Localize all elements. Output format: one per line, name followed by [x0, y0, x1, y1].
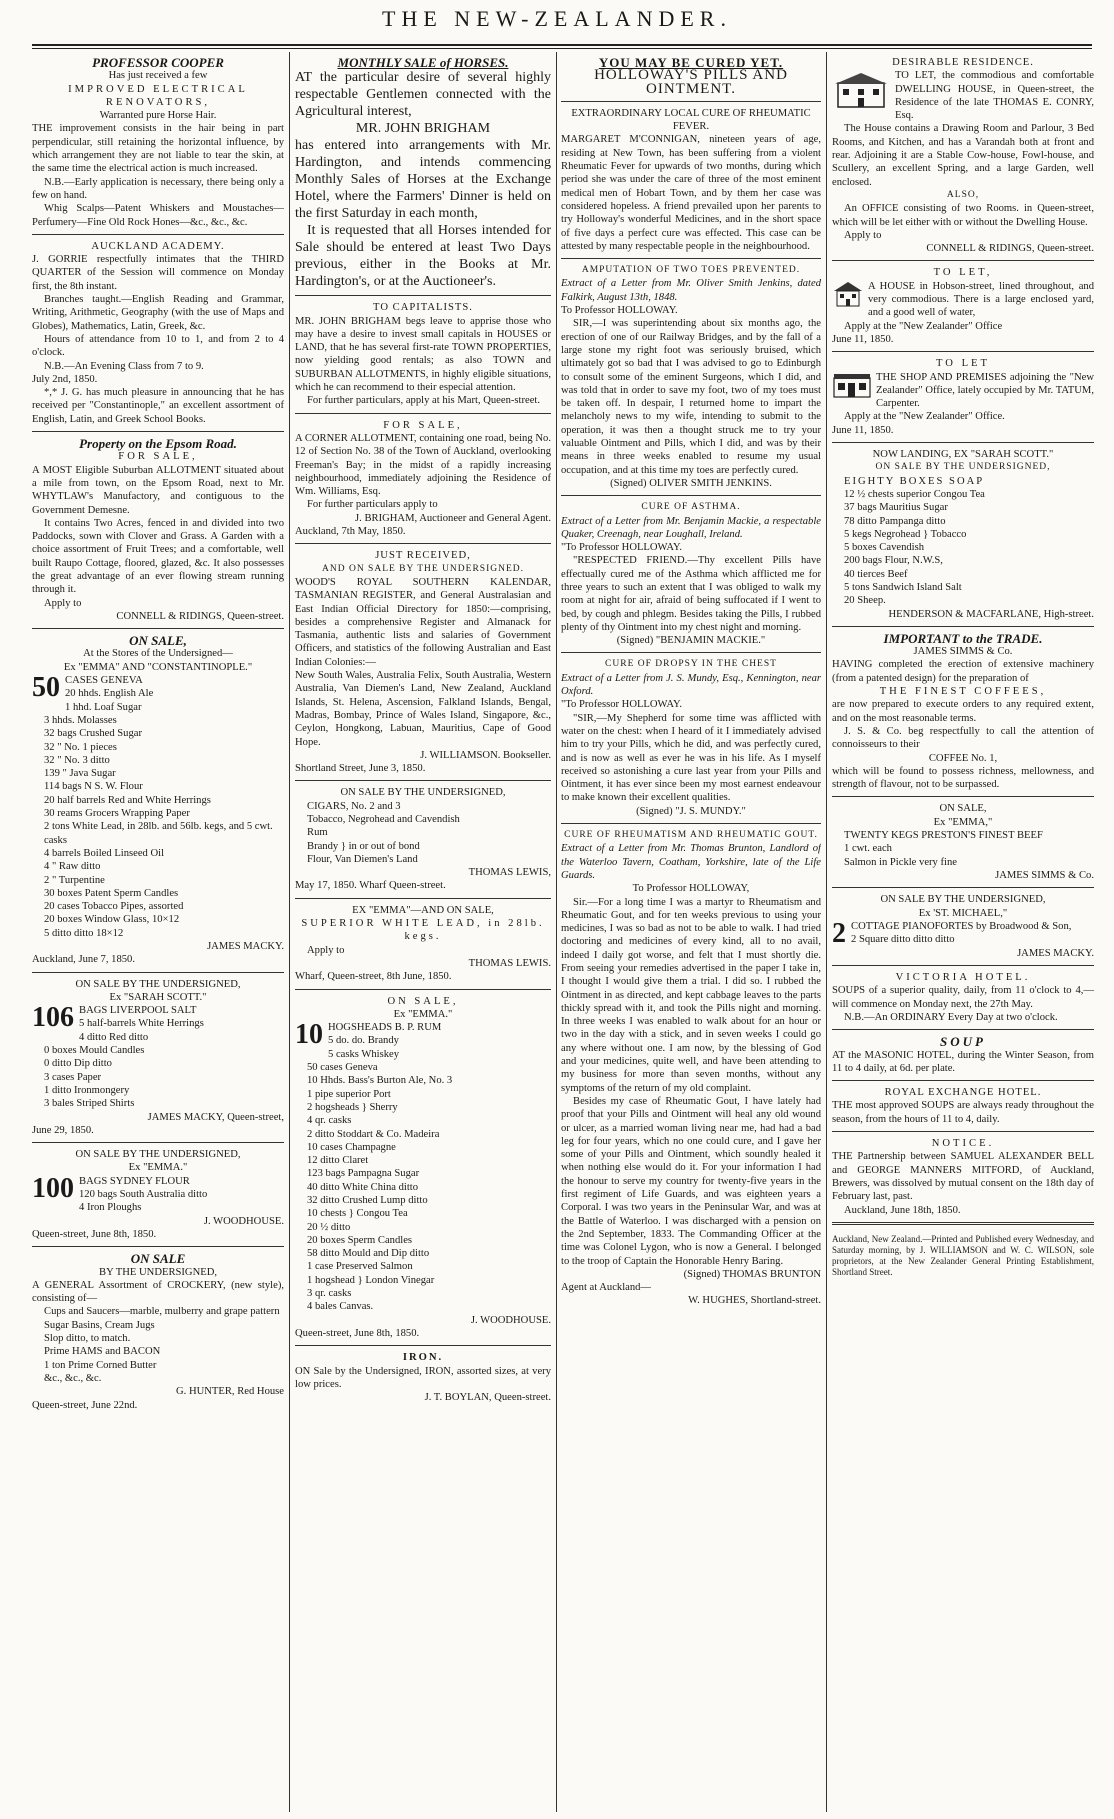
- divider: [32, 234, 284, 235]
- divider: [32, 1246, 284, 1247]
- ad-title: ON SALE BY THE UNDERSIGNED,: [75, 1149, 241, 1161]
- ad-text: Extract of a Letter from Mr. Thomas Brunton, Landlord of the Waterloo Tavern, Coatham, Yorkshire, late of the Life Guards.: [561, 843, 821, 881]
- ad-title: TO CAPITALISTS.: [373, 302, 473, 314]
- ad-title: ON SALE,: [387, 995, 459, 1007]
- ad-title: TO LET,: [933, 267, 993, 279]
- divider: [32, 431, 284, 432]
- ad-text: Extract of a Letter from J. S. Mundy, Esq., Kennington, near Oxford.: [561, 672, 821, 698]
- ad-date: Wharf, Queen-street, 8th June, 1850.: [295, 971, 452, 983]
- ad-signature: W. HUGHES, Shortland-street.: [688, 1295, 821, 1307]
- ad-date: Auckland, June 18th, 1850.: [844, 1204, 961, 1216]
- ad-subtitle: Ex "SARAH SCOTT.": [109, 991, 207, 1003]
- ad-signature: J. WOODHOUSE.: [203, 1215, 284, 1227]
- list-item: 32 " No. 3 ditto: [44, 754, 110, 766]
- ad-subtitle: AND ON SALE BY THE UNDERSIGNED.: [322, 563, 524, 574]
- ad-date: May 17, 1850. Wharf Queen-street.: [295, 880, 446, 892]
- list-item: 5 kegs Negrohead } Tobacco: [844, 528, 967, 540]
- divider: [295, 1345, 551, 1346]
- list-item: COTTAGE PIANOFORTES by Broadwood & Son,: [851, 920, 1072, 932]
- ad-white-lead: [295, 904, 551, 984]
- ad-title: Property on the Epsom Road.: [79, 436, 237, 452]
- list-item: 3 hhds. Molasses: [44, 714, 117, 726]
- ad-text: It is requested that all Horses intended for Sale should be entered at least Two Days previous, either in the Books at Mr. Hardington's, or at the Auctioneer's.: [295, 223, 551, 290]
- divider: [832, 887, 1094, 888]
- list-item: 20 Sheep.: [844, 595, 886, 607]
- ad-liverpool-salt: [32, 978, 284, 1138]
- ad-date: Shortland Street, June 3, 1850.: [295, 763, 426, 775]
- ad-lead-number: 106: [32, 1002, 74, 1034]
- ad-text: N.B.—Early application is necessary, there being only a few on hand.: [32, 176, 284, 201]
- column-3: [561, 56, 821, 1812]
- ad-title: DESIRABLE RESIDENCE.: [892, 57, 1034, 68]
- list-item: 123 bags Pampagna Sugar: [307, 1168, 420, 1180]
- ad-subtitle: ON SALE BY THE UNDERSIGNED,: [875, 462, 1051, 473]
- ad-title: AUCKLAND ACADEMY.: [91, 240, 225, 252]
- ad-now-landing: [832, 448, 1094, 621]
- ad-soup: [832, 1035, 1094, 1075]
- list-item: 5 tons Sandwich Island Salt: [844, 581, 962, 593]
- masthead-title: THE NEW-ZEALANDER.: [382, 6, 732, 31]
- masthead-rule: [32, 44, 1092, 49]
- ad-epsom-road: [32, 437, 284, 623]
- item-list: [32, 674, 284, 940]
- list-item: 20 half barrels Red and White Herrings: [44, 794, 211, 806]
- list-item: 2 hogsheads } Sherry: [307, 1101, 398, 1113]
- divider: [295, 989, 551, 990]
- ad-text: HAVING completed the erection of extensive machinery (from a patented design) for the preparation of: [832, 659, 1094, 684]
- ad-date: Queen-street, June 8th, 1850.: [32, 1228, 157, 1240]
- list-item: 12 ½ chests superior Congou Tea: [844, 488, 985, 500]
- ad-text: Sir.—For a long time I was a martyr to Rheumatism and Rheumatic Gout, and for ten weeks previous to using your medicines, I was so bad as not to be able to walk. I had tried doctoring and medicines of every kind, all to no avail, indeed I daily got worse, and felt that I must shortly die. From seeing your remedies advertised in the paper I take in, I thought I would give them a trial. I did so. I rubbed the Ointment in as directed, and kept cabbage leaves to the parts thickly spread with it, and took the Pills night and morning. In three weeks I was enabled to walk about for an hour or two in the day with a stick, and in seven weeks I could go any where without one. I am now, by the blessing of God and your medicines, quite well, and have been attending to my business for more than seven months, without any symptoms of the return of my old complaint.: [561, 896, 821, 1094]
- ad-text: Besides my case of Rheumatic Gout, I have lately had proof that your Pills and Ointment will heal any old wound or ulcer, as a married woman living near me, had had a bad leg for four years, which no one could cure, and I gave her some of your Pills and Ointment, which soundly healed it when nothing else would do it. For your information I had the honour to serve my country for twenty-five years in the first regiment of Life Guards, and was eighteen years a Corporal. I was two years in the Peninsular War, and was at the Battle of Waterloo. I was discharged with a pension on the 2nd September, 1833. The Commanding Officer at the time was Colonel Lygon, who is now a General. I belonged to the troop of Captain the Honorable Henry Baring.: [561, 1095, 821, 1267]
- ad-prestons-beef: [832, 802, 1094, 882]
- ad-subtitle: Ex "EMMA" AND "CONSTANTINOPLE.": [63, 661, 253, 673]
- ad-text: AT the MASONIC HOTEL, during the Winter Season, from 11 to 4 daily, at 6d. per plate.: [832, 1049, 1094, 1074]
- ad-text: A GENERAL Assortment of CROCKERY, (new style), consisting of—: [32, 1279, 284, 1305]
- ad-title: ON SALE BY THE UNDERSIGNED,: [880, 894, 1046, 906]
- ad-lead-number: 50: [32, 672, 60, 704]
- list-item: 1 pipe superior Port: [307, 1088, 391, 1100]
- ad-holloway: [561, 56, 821, 1308]
- ad-desirable-residence: [832, 56, 1094, 255]
- ad-text: A CORNER ALLOTMENT, containing one road, being No. 12 of Section No. 38 of the Town of Auckland, overlooking Freeman's Bay; in the midst of a rapidly increasing neighbourhood, immediately adjoining the Residence of Wm. Williams, Esq.: [295, 432, 551, 498]
- list-item: 3 qr. casks: [307, 1288, 352, 1300]
- divider: [561, 101, 821, 102]
- ad-signature: J. WILLIAMSON. Bookseller.: [420, 749, 551, 761]
- list-item: 20 boxes Window Glass, 10×12: [44, 914, 180, 926]
- ad-text: AT the particular desire of several highly respectable Gentlemen connected with the Agricultural interest,: [295, 70, 551, 120]
- ad-professor-cooper: [32, 56, 284, 229]
- list-item: Prime HAMS and BACON: [44, 1346, 161, 1358]
- divider: [832, 1080, 1094, 1081]
- divider: [295, 295, 551, 296]
- ad-signature: THOMAS LEWIS,: [468, 867, 551, 879]
- ad-subtitle: BY THE UNDERSIGNED,: [99, 1266, 217, 1278]
- column-rule: [556, 52, 557, 1812]
- list-item: 3 cases Paper: [44, 1071, 102, 1083]
- list-item: Flour, Van Diemen's Land: [307, 853, 418, 865]
- ad-text: A HOUSE in Hobson-street, lined throughout, and very commodious. There is a large enclosed yard, and a good well of water,: [868, 280, 1094, 319]
- section-heading: EXTRAORDINARY LOCAL CURE OF RHEUMATIC FEVER.: [571, 107, 811, 133]
- ad-signature: J. T. BOYLAN, Queen-street.: [424, 1392, 551, 1404]
- ad-title: VICTORIA HOTEL.: [895, 972, 1031, 984]
- section-heading: CURE OF ASTHMA.: [641, 502, 741, 513]
- ad-crockery: [32, 1252, 284, 1412]
- list-item: Brandy } in or out of bond: [307, 840, 420, 852]
- ad-text: Whig Scalps—Patent Whiskers and Moustaches—Perfumery—Fine Old Rock Hones—&c., &c., &c.: [32, 203, 284, 228]
- divider: [32, 972, 284, 973]
- list-item: 1 hogshead } London Vinegar: [307, 1274, 435, 1286]
- ad-signature: JAMES MACKY.: [1017, 947, 1094, 959]
- list-item: 10 chests } Congou Tea: [307, 1208, 408, 1220]
- ad-text: Extract of a Letter from Mr. Benjamin Mackie, a respectable Quaker, Creenagh, near Loughall, Ireland.: [561, 515, 821, 540]
- list-item: Rum: [307, 827, 328, 839]
- ad-title: HOLLOWAY'S PILLS AND OINTMENT.: [594, 67, 788, 97]
- list-item: 0 boxes Mould Candles: [44, 1045, 145, 1057]
- ad-text: For further particulars apply to: [307, 499, 438, 511]
- ad-lead-number: 10: [295, 1019, 323, 1051]
- ad-signature: JAMES SIMMS & Co.: [995, 869, 1094, 881]
- ad-text: SIR,—I was superintending about six months ago, the erection of one of our Railway Bridges, and by the fall of a large stone my right foot was seriously bruised, which ultimately got so bad that I was advised to go to Edinburgh to consult some of the eminent Surgeons, which I did, and was told that in order to save my foot, two of my toes must be taken off. In despair, I returned home to impart the melancholy news to my wife, intending to submit to the operation, it was then a thought struck me to try your valuable Ointment and Pills, which I did, and was by their means in three weeks enabled to resume my usual occupation, and at this time my toes are perfectly cured.: [561, 318, 821, 476]
- divider: [561, 823, 821, 824]
- list-item: 30 reams Grocers Wrapping Paper: [44, 808, 190, 820]
- ad-text: The House contains a Drawing Room and Parlour, 3 Bed Rooms, and Kitchen, and has a Varandah both at front and rear. Adjoining it are a Stable Cow-house, Fowl-house, and Scullery, an excellent Spring, and a large Garden, well enclosed.: [832, 123, 1094, 188]
- ad-subtitle: JAMES SIMMS & Co.: [913, 646, 1013, 658]
- ad-title: TO LET: [936, 358, 990, 370]
- list-item: 30 boxes Patent Sperm Candles: [44, 887, 179, 899]
- ad-title: ON SALE: [130, 1251, 186, 1267]
- divider: [295, 780, 551, 781]
- list-item: EIGHTY BOXES SOAP: [844, 475, 985, 487]
- ad-text: has entered into arrangements with Mr. Hardington, and intends commencing Monthly Sales of Horses at the Exchange Hotel, where the Farmers' Dinner is held on the first Saturday in each month,: [295, 138, 551, 222]
- ad-text: IMPROVED ELECTRICAL RENOVATORS,: [68, 83, 248, 108]
- divider: [561, 652, 821, 653]
- ad-subtitle: At the Stores of the Undersigned—: [83, 648, 233, 660]
- divider: [832, 351, 1094, 352]
- divider: [32, 628, 284, 629]
- list-item: 120 bags South Australia ditto: [79, 1189, 208, 1201]
- ad-text: are now prepared to execute orders to any required extent, and on the most reasonable terms.: [832, 699, 1094, 724]
- column-rule: [289, 52, 290, 1812]
- divider: [832, 1029, 1094, 1030]
- ad-text: J. GORRIE respectfully intimates that the THIRD QUARTER of the Session will commence on Monday first, the 8th instant.: [32, 254, 284, 292]
- list-item: BAGS LIVERPOOL SALT: [79, 1005, 197, 1017]
- section-heading: CURE OF RHEUMATISM AND RHEUMATIC GOUT.: [564, 830, 818, 841]
- ad-subtitle: Ex 'ST. MICHAEL,": [918, 907, 1008, 919]
- ad-title: ON SALE,: [129, 633, 187, 649]
- ad-royal-exchange: [832, 1086, 1094, 1126]
- ad-title: ON SALE,: [939, 803, 987, 815]
- divider: [832, 260, 1094, 261]
- ad-signature: THOMAS LEWIS.: [468, 957, 551, 969]
- ad-iron: [295, 1351, 551, 1404]
- list-item: BAGS SYDNEY FLOUR: [79, 1175, 190, 1187]
- divider: [832, 796, 1094, 797]
- list-item: 32 ditto Crushed Lump ditto: [307, 1195, 428, 1206]
- list-item: Slop ditto, to match.: [44, 1333, 131, 1345]
- ad-text: ON Sale by the Undersigned, IRON, assorted sizes, at very low prices.: [295, 1365, 551, 1390]
- list-item: 1 hhd. Loaf Sugar: [65, 701, 142, 713]
- ad-date: Auckland, 7th May, 1850.: [295, 526, 406, 538]
- ad-name: MR. JOHN BRIGHAM: [355, 121, 491, 137]
- divider: [561, 495, 821, 496]
- ad-title: ON SALE BY THE UNDERSIGNED,: [340, 787, 506, 799]
- ad-text: TO LET, the commodious and comfortable DWELLING HOUSE, in Queen-street, the Residence of the late THOMAS E. CONRY, Esq.: [895, 70, 1094, 122]
- ad-signature: JAMES MACKY, Queen-street,: [147, 1111, 284, 1123]
- house-icon: [832, 281, 864, 307]
- list-item: CASES GENEVA: [65, 675, 143, 687]
- ad-on-sale-macky: [32, 634, 284, 966]
- ad-cigars: [295, 786, 551, 892]
- ad-text: THE FINEST COFFEES,: [879, 686, 1047, 698]
- list-item: 1 ditto Ironmongery: [44, 1084, 130, 1096]
- ad-woods-kalendar: [295, 549, 551, 775]
- ad-title: IRON.: [402, 1352, 444, 1364]
- shop-icon: [832, 372, 872, 398]
- ad-date: June 11, 1850.: [832, 424, 894, 436]
- ad-text: SOUPS of a superior quality, daily, from 11 o'clock to 4,—will commence on Monday next, the 27th May.: [832, 985, 1094, 1010]
- list-item: 2 ditto Stoddart & Co. Madeira: [307, 1128, 440, 1140]
- ad-text: THE SHOP AND PREMISES adjoining the "New Zealander" Office, lately occupied by Mr. TATUM, Carpenter.: [876, 371, 1094, 410]
- list-item: 5 half-barrels White Herrings: [79, 1018, 204, 1030]
- ad-text: For further particulars, apply at his Mart, Queen-street.: [307, 395, 540, 407]
- column-2: [295, 56, 551, 1812]
- list-item: 2 tons White Lead, in 28lb. and 56lb. kegs, and 5 cwt. casks: [44, 821, 273, 846]
- list-item: 200 bags Flour, N.W.S,: [844, 555, 943, 567]
- list-item: 10 Hhds. Bass's Burton Ale, No. 3: [307, 1075, 453, 1087]
- list-item: 3 bales Striped Shirts: [44, 1098, 135, 1110]
- ad-signature: CONNELL & RIDINGS, Queen-street.: [926, 243, 1094, 255]
- ad-to-let-hobson: [832, 266, 1094, 346]
- ad-subtitle: Ex "EMMA.": [393, 1008, 453, 1020]
- list-item: 2 " Turpentine: [44, 874, 105, 886]
- ad-title: NOW LANDING, EX "SARAH SCOTT.": [872, 449, 1054, 461]
- ad-important-trade: [832, 632, 1094, 792]
- ad-text: COFFEE No. 1,: [928, 752, 998, 764]
- list-item: 4 qr. casks: [307, 1115, 352, 1127]
- ad-text: "To Professor HOLLOWAY.: [561, 542, 682, 554]
- list-item: 20 boxes Sperm Candles: [307, 1234, 413, 1246]
- ad-text: Apply at the "New Zealander" Office: [844, 320, 1003, 332]
- ad-date: June 29, 1850.: [32, 1124, 94, 1136]
- ad-text: WOOD'S ROYAL SOUTHERN KALENDAR, TASMANIAN REGISTER, and General Australasian and East Indian Official Directory for 1850:—comprising, besides a comprehensive Register and Almanack for Tasmania, authentic lists and salaries of Government Officers, and statistics of the following Australian and East Indian Colonies:—: [295, 576, 551, 668]
- divider: [561, 258, 821, 259]
- list-item: 5 casks Whiskey: [328, 1048, 400, 1060]
- ad-signature: HENDERSON & MACFARLANE, High-street.: [888, 608, 1094, 620]
- divider: [832, 442, 1094, 443]
- ad-text: THE most approved SOUPS are always ready throughout the season, from the hours of 11 to 4, daily.: [832, 1100, 1094, 1125]
- ad-date: July 2nd, 1850.: [32, 373, 98, 385]
- list-item: Sugar Basins, Cream Jugs: [44, 1319, 155, 1331]
- list-item: 40 tierces Beef: [844, 568, 908, 580]
- ad-text: MARGARET M'CONNIGAN, nineteen years of age, residing at New Town, has been suffering from a violent Rheumatic Fever for upwards of two months, during which period she was under the care of three of the most eminent medical men of Hobart Town, and by them her case was considered hopeless. A friend prevailed upon her parents to try Holloway's wonderful Medicines, and in the short space of five days a perfect cure was effected. This case can be attested by many respectable people in the neighbourhood.: [561, 134, 821, 252]
- ad-text: New South Wales, Australia Felix, South Australia, Western Australia, Van Diemen's Land, New Zealand, Auckland Islands, St. Helena, Ascension, Falkland Islands, Bengal, Madras, Bombay, Prince of Wales Island, Singapore, &c., Ceylon, Hongkong, Labuan, Mauritius, Cape of Good Hope.: [295, 670, 551, 748]
- list-item: 0 ditto Dip ditto: [44, 1058, 112, 1070]
- ad-text: N.B.—An ORDINARY Every Day at two o'clock.: [844, 1012, 1058, 1023]
- list-item: Tobacco, Negrohead and Cavendish: [307, 813, 460, 825]
- ad-text: Hours of attendance from 10 to 1, and from 2 to 4 o'clock.: [32, 333, 284, 359]
- ad-text: J. S. & Co. beg respectfully to call the attention of connoisseurs to their: [832, 725, 1094, 751]
- list-item: 12 ditto Claret: [307, 1155, 369, 1167]
- ad-to-let-shop: [832, 357, 1094, 437]
- ad-text: which will be found to possess richness, mellowness, and strength of flavour, not to be surpassed.: [832, 765, 1094, 791]
- section-heading: CURE OF DROPSY IN THE CHEST: [605, 659, 777, 670]
- ad-date: Auckland, June 7, 1850.: [32, 954, 135, 966]
- ad-capitalists: [295, 301, 551, 407]
- ad-subtitle: Ex "EMMA,": [933, 816, 993, 828]
- list-item: 1 case Preserved Salmon: [307, 1261, 413, 1273]
- ad-lead-number: 100: [32, 1172, 74, 1204]
- ad-date: Queen-street, June 8th, 1850.: [295, 1327, 420, 1339]
- ad-text: An OFFICE consisting of two Rooms. in Queen-street, which will be let either with or without the Dwelling House.: [832, 203, 1094, 228]
- ad-text: Branches taught.—English Reading and Grammar, Writing, Arithmetic, Geography (with the use of Maps and Globes), Mathematics, Latin, Greek, &c.: [32, 294, 284, 332]
- ad-title: JUST RECEIVED,: [375, 550, 471, 562]
- ad-title: ON SALE BY THE UNDERSIGNED,: [75, 978, 241, 990]
- list-item: Cups and Saucers—marble, mulberry and grape pattern: [44, 1306, 280, 1318]
- list-item: &c., &c., &c.: [44, 1372, 102, 1384]
- ad-subtitle: FOR SALE,: [118, 451, 198, 463]
- column-1: [32, 56, 284, 1812]
- ad-title: EX "EMMA"—AND ON SALE,: [352, 904, 494, 916]
- ad-notice: [832, 1137, 1094, 1217]
- divider: [832, 1222, 1094, 1225]
- ad-title: SOUP: [940, 1034, 986, 1050]
- list-item: 37 bags Mauritius Sugar: [844, 502, 948, 514]
- list-item: 20 ½ ditto: [307, 1221, 351, 1233]
- divider: [295, 898, 551, 899]
- list-item: 20 cases Tobacco Pipes, assorted: [44, 901, 184, 913]
- ad-subtitle: ALSO,: [946, 189, 980, 200]
- ad-title: IMPORTANT to the TRADE.: [883, 630, 1043, 646]
- ad-signature: (Signed) THOMAS BRUNTON: [683, 1268, 821, 1280]
- ad-text: A MOST Eligible Suburban ALLOTMENT situated about a mile from town, on the Epsom Road, next to Mr. WHYTLAW's Manufactory, and contiguous to the Government Demesne.: [32, 464, 284, 516]
- ad-text: Apply at the "New Zealander" Office.: [844, 411, 1005, 423]
- ad-text: MR. JOHN BRIGHAM begs leave to apprise those who may have a desire to invest small capitals in HOUSES or LAND, that he has several first-rate TOWN PROPERTIES, now yielding good rentals; as also TOWN and SUBURBAN ALLOTMENTS, in highly eligible situations, which he can recommend to their especial attention.: [295, 315, 551, 394]
- list-item: 2 Square ditto ditto ditto: [851, 934, 955, 946]
- house-icon: [832, 71, 890, 109]
- ad-text: To Professor HOLLOWAY,: [632, 883, 750, 895]
- list-item: 40 ditto White China ditto: [307, 1181, 419, 1193]
- list-item: 114 bags N S. W. Flour: [44, 781, 143, 793]
- list-item: TWENTY KEGS PRESTON'S FINEST BEEF: [844, 830, 1043, 842]
- ad-signature: (Signed) OLIVER SMITH JENKINS.: [610, 477, 772, 489]
- list-item: 4 Iron Ploughs: [79, 1202, 142, 1214]
- list-item: HOGSHEADS B. P. RUM: [328, 1022, 442, 1034]
- divider: [32, 1142, 284, 1143]
- list-item: 1 ton Prime Corned Butter: [44, 1359, 157, 1371]
- ad-text: Apply to: [844, 229, 882, 241]
- section-heading: AMPUTATION OF TWO TOES PREVENTED.: [581, 265, 801, 276]
- printer-imprint: Auckland, New Zealand.—Printed and Published every Wednesday, and Saturday morning, by J. WILLIAMSON and W. C. WILSON, sole proprietors, at the New Zealander General Printing Establishment, Shortland Street.: [832, 1233, 1094, 1277]
- ad-text: SUPERIOR WHITE LEAD, in 28lb. kegs.: [301, 918, 545, 943]
- ad-title: MONTHLY SALE of HORSES.: [337, 56, 509, 70]
- list-item: 50 cases Geneva: [307, 1062, 378, 1074]
- ad-title: NOTICE.: [931, 1138, 995, 1150]
- ad-text: "RESPECTED FRIEND.—Thy excellent Pills have effectually cured me of the Asthma which afflicted me for three years to such an extent that I was obliged to walk my room at night for air, afraid of being suffocated if I went to bed, by cough and phlegm. Besides taking the Pills, I rubbed plenty of thy Ointment into my chest night and morning.: [561, 555, 821, 633]
- list-item: 139 " Java Sugar: [44, 768, 116, 780]
- ad-text: Warranted pure Horse Hair.: [99, 110, 217, 122]
- ad-text: To Professor HOLLOWAY.: [561, 305, 678, 317]
- ad-signature: J. WOODHOUSE.: [470, 1314, 551, 1326]
- ad-signature: CONNELL & RIDINGS, Queen-street.: [116, 610, 284, 622]
- ad-victoria-hotel: [832, 971, 1094, 1024]
- ad-date: June 11, 1850.: [832, 333, 894, 345]
- ad-pianofortes: [832, 893, 1094, 960]
- ad-title: ROYAL EXCHANGE HOTEL.: [884, 1087, 1042, 1099]
- ad-text: Has just received a few: [108, 70, 208, 82]
- ad-signature: (Signed) "J. S. MUNDY.": [636, 805, 746, 817]
- ad-text: "SIR,—My Shepherd for some time was afflicted with water on the chest: when I heard of it I immediately advised him to try your Pills, which he did, and was perfectly cured, and is now as well as ever he was in his life. As I myself received so astonishing a cure last year from your Pills and Ointment, it has ever since been my most earnest endeavour to make known their excellent qualities.: [561, 712, 821, 804]
- list-item: 5 boxes Cavendish: [844, 542, 925, 554]
- list-item: CIGARS, No. 2 and 3: [307, 800, 401, 812]
- list-item: 58 ditto Mould and Dip ditto: [307, 1248, 430, 1260]
- ad-text: Agent at Auckland—: [561, 1282, 652, 1294]
- ad-text: THE improvement consists in the hair being in part perpendicular, still retaining the horizontal influence, by which arrangement they are not liable to tear the skin, at the same time the electrical action is much increased.: [32, 123, 284, 175]
- ad-title: FOR SALE,: [383, 419, 463, 431]
- list-item: 78 ditto Pampanga ditto: [844, 515, 946, 527]
- list-item: 32 " No. 1 pieces: [44, 741, 117, 753]
- ad-text: Apply to: [44, 597, 82, 609]
- divider: [832, 965, 1094, 966]
- ad-text: Apply to: [307, 944, 345, 956]
- ad-text: N.B.—An Evening Class from 7 to 9.: [44, 360, 204, 372]
- column-rule: [826, 52, 827, 1812]
- list-item: 5 ditto ditto 18×12: [44, 927, 124, 939]
- ad-lead-number: 2: [832, 917, 846, 949]
- list-item: 4 " Raw ditto: [44, 861, 101, 873]
- divider: [832, 626, 1094, 627]
- ad-signature: G. HUNTER, Red House: [176, 1386, 284, 1398]
- ad-rum: [295, 995, 551, 1341]
- ad-corner-allotment: [295, 419, 551, 539]
- ad-signature: JAMES MACKY.: [207, 941, 284, 952]
- ad-text: THE Partnership between SAMUEL ALEXANDER BELL and GEORGE MANNERS MITFORD, of Auckland, Brewers, was dissolved by mutual consent on the 18th day of February last, past.: [832, 1151, 1094, 1203]
- ad-monthly-horses: [295, 56, 551, 290]
- divider: [832, 1131, 1094, 1132]
- ad-subtitle: Ex "EMMA.": [128, 1162, 188, 1174]
- ad-signature: (Signed) "BENJAMIN MACKIE.": [616, 635, 766, 647]
- ad-title: PROFESSOR COOPER: [92, 56, 224, 70]
- ad-date: Queen-street, June 22nd.: [32, 1399, 138, 1411]
- list-item: 4 ditto Red ditto: [79, 1031, 149, 1043]
- divider: [295, 543, 551, 544]
- list-item: 4 bales Canvas.: [307, 1301, 374, 1313]
- list-item: 32 bags Crushed Sugar: [44, 728, 142, 740]
- ad-auckland-academy: [32, 240, 284, 426]
- list-item: 10 cases Champagne: [307, 1141, 396, 1153]
- list-item: 20 hhds. English Ale: [65, 688, 154, 700]
- ad-text: It contains Two Acres, fenced in and divided into two Paddocks, sown with Clover and Grass. A Garden with a choice assortment of Fruit Trees; and a comfortable, well built Raupo Cottage, floored, glazed, &c. It also possesses the great advantage of an ever flowing stream running through it.: [32, 517, 284, 596]
- ad-title: YOU MAY BE CURED YET.: [598, 56, 784, 70]
- list-item: Salmon in Pickle very fine: [844, 856, 957, 868]
- list-item: 5 do. do. Brandy: [328, 1035, 399, 1047]
- ad-text: *,* J. G. has much pleasure in announcing that he has received per "Constantinople," an excellent assortment of English, Latin, and Greek School Books.: [32, 387, 284, 425]
- list-item: 4 barrels Boiled Linseed Oil: [44, 847, 165, 859]
- list-item: 1 cwt. each: [844, 843, 892, 855]
- ad-sydney-flour: [32, 1148, 284, 1241]
- column-4: [832, 56, 1094, 1812]
- ad-text: "To Professor HOLLOWAY.: [561, 699, 682, 711]
- divider: [295, 413, 551, 414]
- ad-text: Extract of a Letter from Mr. Oliver Smith Jenkins, dated Falkirk, August 13th, 1848.: [561, 278, 821, 303]
- ad-signature: J. BRIGHAM, Auctioneer and General Agent.: [355, 512, 551, 524]
